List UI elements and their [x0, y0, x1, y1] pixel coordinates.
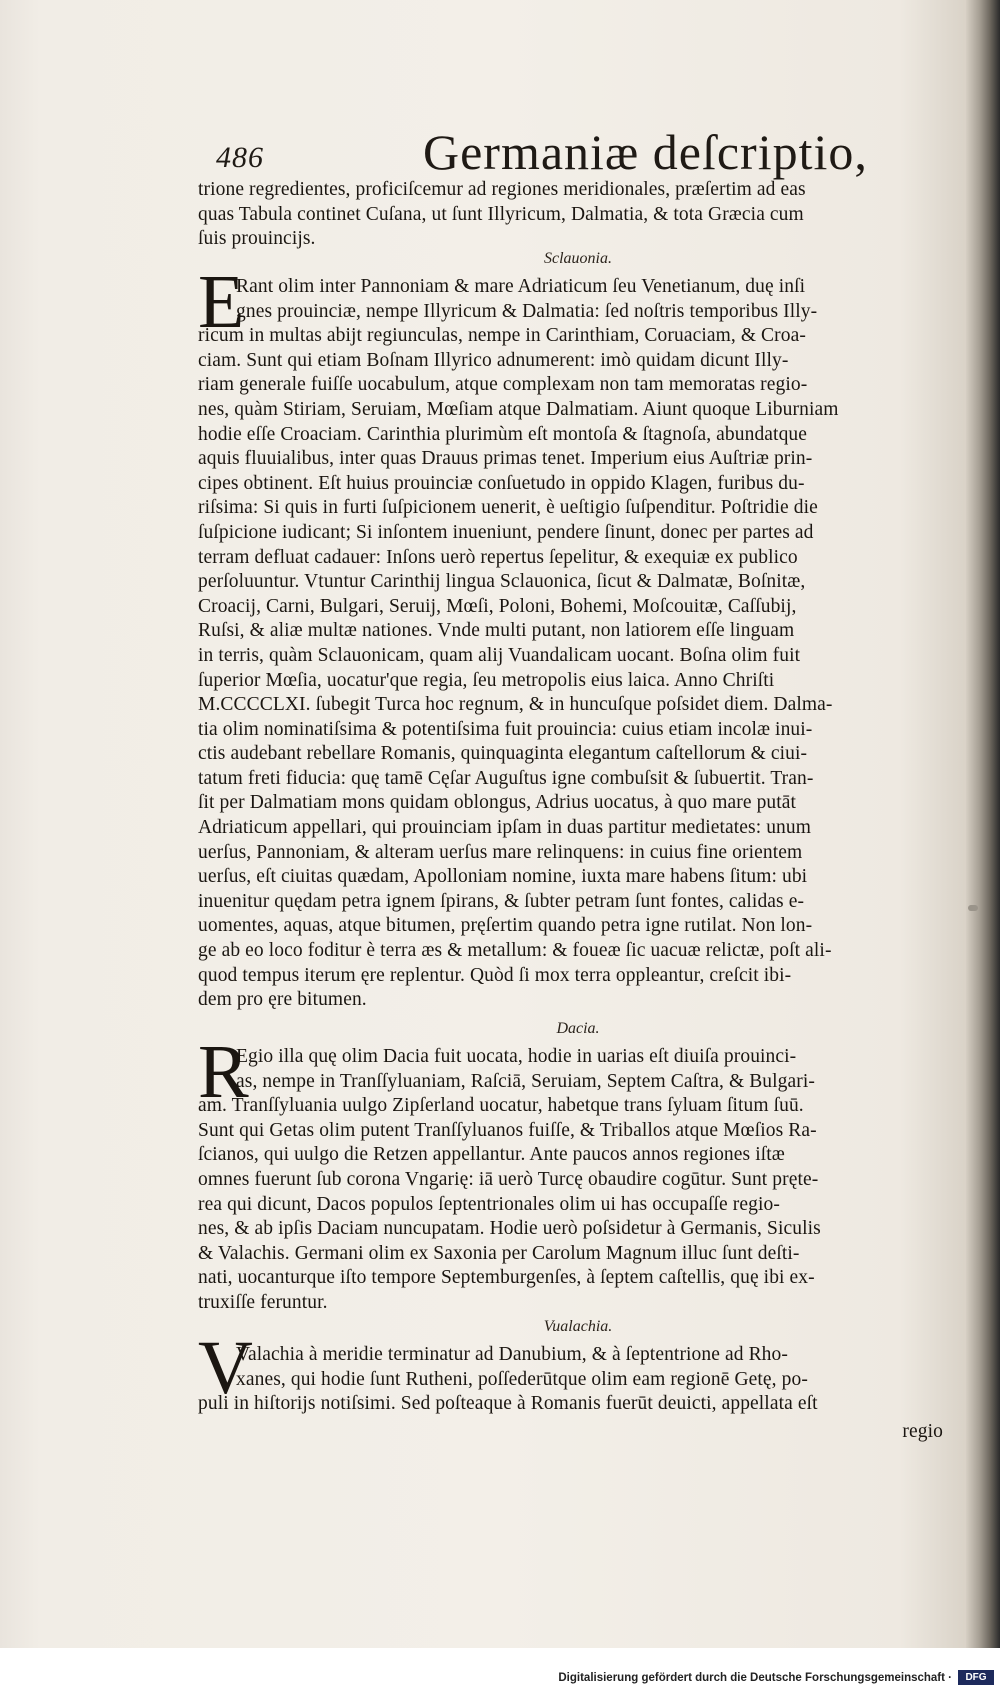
text-line: ctis audebant rebellare Romanis, quinquaginta elegantum caſtellorum & ciui-	[198, 743, 808, 765]
text-line: xanes, qui hodie ſunt Rutheni, poſſederūtque olim eam regionē Getę, po-	[236, 1368, 808, 1390]
dropcap-v: V	[198, 1326, 253, 1410]
running-title: Germaniæ deſcriptio,	[423, 124, 868, 180]
text-line: quas Tabula continet Cuſana, ut ſunt Illyricum, Dalmatia, & tota Græcia cum	[198, 203, 804, 225]
text-line: Rant olim inter Pannoniam & mare Adriaticum ſeu Venetianum, duę inſi	[236, 276, 806, 297]
text-line: ſcianos, qui uulgo die Retzen appellantur. Ante paucos annos regiones iſtæ	[198, 1144, 785, 1166]
dropcap-e: E	[198, 260, 245, 344]
text-line: ſit per Dalmatiam mons quidam oblongus, Adrius uocatus, à quo mare putāt	[198, 792, 797, 814]
text-line: riam generale fuiſſe uocabulum, atque complexam non tam memoratas regio-	[198, 374, 808, 396]
catchword: regio	[902, 1421, 943, 1442]
text-line: inuenitur quędam petra ignem ſpirans, & ſubter petram ſunt fontes, calidas e-	[198, 890, 805, 912]
text-line: ſuis prouincijs.	[198, 228, 316, 250]
text-line: nati, uocanturque iſto tempore Septemburgenſes, à ſeptem caſtellis, quę ibi ex-	[198, 1267, 815, 1289]
text-line: trione regredientes, proficiſcemur ad regiones meridionales, præſertim ad eas	[198, 179, 806, 200]
text-line: riſsima: Si quis in furti ſuſpicionem uenerit, è ueſtigio ſuſpenditur. Poſtridie die	[198, 497, 818, 519]
text-line: aquis fluuialibus, inter quas Drauus primas tenet. Imperium eius Auſtriæ prin-	[198, 448, 813, 470]
dfg-logo-icon: DFG	[958, 1670, 994, 1685]
text-line: truxiſſe feruntur.	[198, 1291, 328, 1313]
section-heading-dacia: Dacia.	[556, 1020, 600, 1037]
section-body-dacia	[198, 1045, 958, 1316]
text-line: ſuperior Mœſia, uocatur'que regia, ſeu metropolis eius laica. Anno Chriſti	[198, 669, 775, 691]
ink-smudge	[968, 905, 978, 911]
text-line: tatum freti fiducia: quę tamē Cęſar Auguſtus igne combuſsit & ſubuertit. Tran-	[198, 767, 814, 789]
text-line: quod tempus iterum ęre replentur. Quòd ſi mox terra oppleantur, creſcit ibi-	[198, 964, 792, 986]
footer-bar	[0, 1648, 1000, 1690]
text-line: uerſus, Pannoniam, & alteram uerſus mare relinquens: in cuius fine orientem	[198, 841, 803, 863]
section-body-vualachia	[198, 1343, 958, 1417]
dropcap-r: R	[198, 1030, 249, 1114]
page-header	[198, 123, 966, 183]
text-line: am. Tranſſyluania uulgo Zipſerland uocatur, habetque trans ſyluam ſitum ſuū.	[198, 1095, 804, 1117]
funding-credit: Digitalisierung gefördert durch die Deutsche Forschungsgemeinschaft ·	[558, 1672, 952, 1684]
section-body-sclauonia	[198, 275, 958, 1013]
text-line: rea qui dicunt, Dacos populos ſeptentrionales olim ui has occupaſſe regio-	[198, 1193, 780, 1215]
intro-paragraph	[198, 178, 958, 252]
section-heading-vualachia: Vualachia.	[543, 1318, 613, 1335]
text-line: terram defluat cadauer: Inſons uerò repertus ſepelitur, & exequiæ ex publico	[198, 546, 798, 568]
text-line: ciam. Sunt qui etiam Boſnam Illyrico adnumerent: imò quidam dicunt Illy-	[198, 349, 789, 371]
text-line: & Valachis. Germani olim ex Saxonia per Carolum Magnum illuc ſunt deſti-	[198, 1242, 800, 1264]
text-line: gnes prouinciæ, nempe Illyricum & Dalmatia: ſed noſtris temporibus Illy-	[236, 300, 818, 322]
text-line: Adriaticum appellari, qui prouinciam ipſam in duas partitur medietates: unum	[198, 817, 812, 839]
text-line: nes, quàm Stiriam, Seruiam, Mœſiam atque Dalmatiam. Aiunt quoque Liburniam	[198, 398, 839, 420]
text-line: puli in hiſtorijs notiſsimi. Sed poſteaque à Romanis fuerūt deuicti, appellata eſt	[198, 1393, 818, 1415]
text-line: Sunt qui Getas olim putent Tranſſyluanos fuiſſe, & Triballos atque Mœſios Ra-	[198, 1119, 817, 1141]
text-line: uerſus, eſt ciuitas quædam, Apolloniam nomine, iuxta mare habens ſitum: ubi	[198, 866, 808, 888]
catchword-container	[198, 1420, 943, 1445]
text-line: ſuſpicione iudicant; Si inſontem inueniunt, pendere ſinunt, donec per partes ad	[198, 521, 814, 543]
text-line: in terris, quàm Sclauonicam, quam alij Vuandalicam uocant. Boſna olim fuit	[198, 644, 801, 666]
text-line: nes, & ab ipſis Daciam nuncupatam. Hodie uerò poſsidetur à Germanis, Siculis	[198, 1218, 821, 1240]
page-number: 486	[216, 141, 264, 174]
text-line: Egio illa quę olim Dacia fuit uocata, hodie in uarias eſt diuiſa prouinci-	[236, 1046, 797, 1067]
text-line: tia olim nominatiſsima & potentiſsima fuit prouincia: cuius etiam incolæ inui-	[198, 718, 813, 740]
text-line: Croacij, Carni, Bulgari, Seruij, Mœſi, Poloni, Bohemi, Moſcouitæ, Caſſubij,	[198, 595, 797, 617]
text-line: uomentes, aquas, atque bitumen, pręſertim quando petra igne rutilat. Non lon-	[198, 915, 813, 937]
text-line: Ruſsi, & aliæ multæ nationes. Vnde multi putant, non latiorem eſſe linguam	[198, 620, 795, 642]
text-line: cipes obtinent. Eſt huius prouinciæ conſuetudo in oppido Klagen, furibus du-	[198, 472, 805, 494]
text-line: omnes fuerunt ſub corona Vngarię: iā uerò Turcę obaudire cogūtur. Sunt pręte-	[198, 1168, 819, 1190]
text-line: ge ab eo loco foditur è terra æs & metallum: & foueæ ſic uacuæ relictæ, poſt ali-	[198, 940, 832, 962]
page-edge-shadow	[966, 0, 1000, 1648]
text-line: ricum in multas abijt regiunculas, nempe in Carinthiam, Coruaciam, & Croa-	[198, 325, 806, 347]
text-line: dem pro ęre bitumen.	[198, 989, 367, 1011]
text-line: as, nempe in Tranſſyluaniam, Raſciā, Seruiam, Septem Caſtra, & Bulgari-	[236, 1070, 815, 1092]
section-heading-sclauonia: Sclauonia.	[544, 250, 612, 267]
text-line: Valachia à meridie terminatur ad Danubium, & à ſeptentrione ad Rho-	[236, 1344, 788, 1365]
text-line: perſoluuntur. Vtuntur Carinthij lingua Sclauonica, ſicut & Dalmatæ, Boſnitæ,	[198, 571, 806, 593]
text-line: hodie eſſe Croaciam. Carinthia plurimùm eſt montoſa & ſtagnoſa, abundatque	[198, 423, 808, 445]
text-line: M.CCCCLXI. ſubegit Turca hoc regnum, & in huncuſque poſsidet diem. Dalma-	[198, 694, 833, 716]
